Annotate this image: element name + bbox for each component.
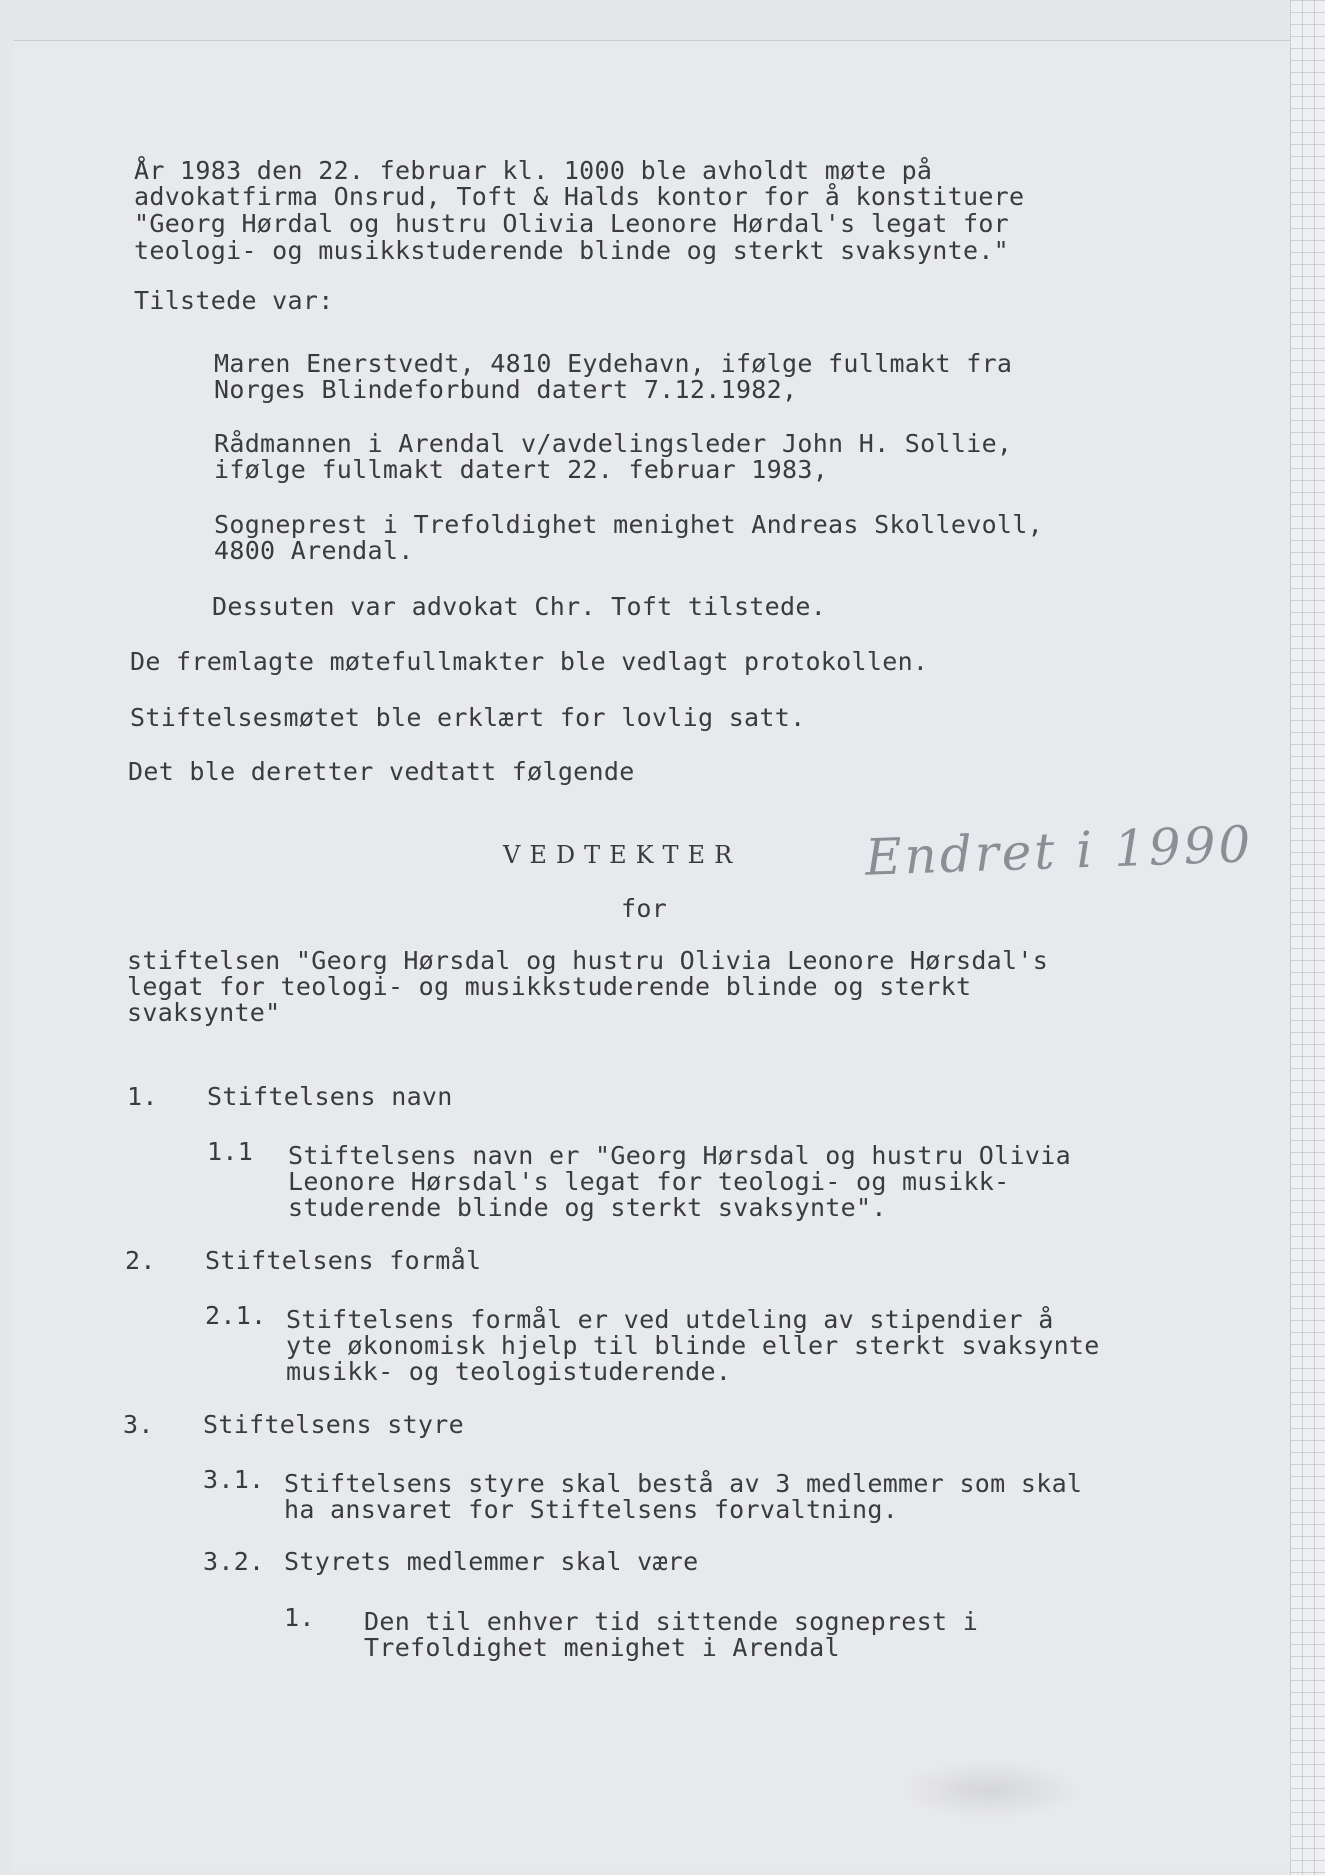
section-2-title: Stiftelsens formål (205, 1246, 482, 1275)
section-3-2-number: 3.2. (203, 1547, 265, 1576)
section-3-2-1-line-2: Trefoldighet menighet i Arendal (364, 1633, 840, 1662)
paper-smudge (900, 1760, 1080, 1820)
section-2-1-line-3: musikk- og teologistuderende. (286, 1357, 732, 1386)
attendee-1-line-1: Maren Enerstvedt, 4810 Eydehavn, ifølge fullmakt fra (214, 349, 1013, 378)
section-1-1-line-2: Leonore Hørsdal's legat for teologi- og musikk- (288, 1167, 1010, 1196)
section-2-1-number: 2.1. (205, 1301, 267, 1330)
attendee-3-line-1: Sogneprest i Trefoldighet menighet Andreas Skollevoll, (214, 510, 1043, 539)
section-1-title: Stiftelsens navn (207, 1082, 453, 1111)
subtitle-line-1: stiftelsen "Georg Hørsdal og hustru Olivia Leonore Hørsdal's (127, 946, 1049, 975)
attendee-1-line-2: Norges Blindeforbund datert 7.12.1982, (214, 375, 798, 404)
statement-2: Stiftelsesmøtet ble erklært for lovlig satt. (130, 703, 806, 732)
intro-line-1: År 1983 den 22. februar kl. 1000 ble avholdt møte på (134, 156, 933, 185)
section-3-2-1-number: 1. (284, 1603, 315, 1632)
handwritten-note: Endret i 1990 (864, 815, 1255, 887)
attendee-2-line-2: ifølge fullmakt datert 22. februar 1983, (214, 455, 829, 484)
section-1-number: 1. (127, 1082, 158, 1111)
section-1-1-line-3: studerende blinde og sterkt svaksynte". (288, 1193, 887, 1222)
section-1-1-line-1: Stiftelsens navn er "Georg Hørsdal og hustru Olivia (288, 1141, 1071, 1170)
section-2-1-line-2: yte økonomisk hjelp til blinde eller sterkt svaksynte (286, 1331, 1100, 1360)
heading-for: for (621, 894, 668, 923)
section-2-1-line-1: Stiftelsens formål er ved utdeling av stipendier å (286, 1305, 1054, 1334)
statement-3: Det ble deretter vedtatt følgende (128, 757, 635, 786)
subtitle-line-2: legat for teologi- og musikkstuderende blinde og sterkt (127, 972, 972, 1001)
section-2-number: 2. (125, 1246, 156, 1275)
subtitle-line-3: svaksynte" (127, 998, 281, 1027)
graph-paper-strip (1290, 0, 1325, 1875)
present-label: Tilstede var: (134, 286, 334, 315)
section-3-1-line-2: ha ansvaret for Stiftelsens forvaltning. (284, 1495, 899, 1524)
intro-line-3: "Georg Hørdal og hustru Olivia Leonore Hørdal's legat for (134, 209, 1010, 238)
section-3-number: 3. (123, 1410, 154, 1439)
attendee-2-line-1: Rådmannen i Arendal v/avdelingsleder John H. Sollie, (214, 429, 1013, 458)
document-heading: VEDTEKTER (503, 841, 742, 869)
section-1-1-number: 1.1 (207, 1137, 254, 1166)
also-present-line: Dessuten var advokat Chr. Toft tilstede. (212, 592, 827, 621)
section-3-2-title: Styrets medlemmer skal være (284, 1547, 699, 1576)
section-3-1-number: 3.1. (203, 1465, 265, 1494)
statement-1: De fremlagte møtefullmakter ble vedlagt protokollen. (130, 647, 929, 676)
section-3-title: Stiftelsens styre (203, 1410, 464, 1439)
section-3-2-1-line-1: Den til enhver tid sittende sogneprest i (364, 1607, 979, 1636)
intro-line-4: teologi- og musikkstuderende blinde og sterkt svaksynte." (134, 236, 1010, 265)
attendee-3-line-2: 4800 Arendal. (214, 536, 414, 565)
section-3-1-line-1: Stiftelsens styre skal bestå av 3 medlemmer som skal (284, 1469, 1083, 1498)
intro-line-2: advokatfirma Onsrud, Toft & Halds kontor for å konstituere (134, 182, 1025, 211)
